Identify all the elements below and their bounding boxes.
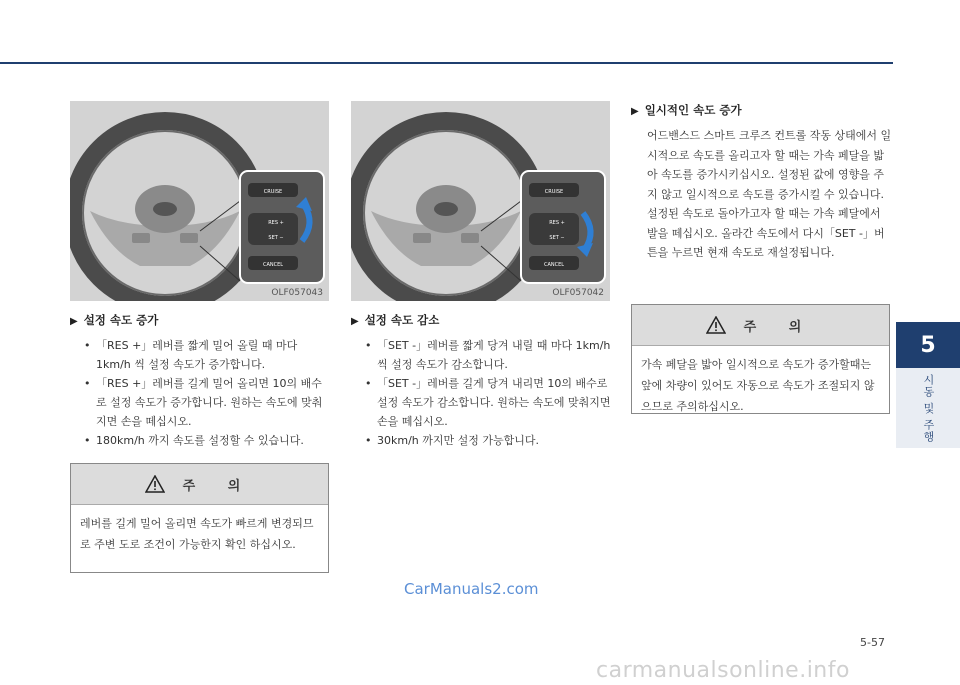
- steering-wheel-figure-set: [351, 101, 610, 301]
- list-item: • 「RES +」레버를 짧게 밀어 올릴 때 마다 1km/h 씩 설정 속도가 증가합니다.: [84, 336, 330, 374]
- caution-box-right: [631, 304, 890, 414]
- figure-label-cruise: CRUISE: [263, 189, 283, 195]
- caution-box-left: [70, 463, 329, 573]
- steering-wheel-illustration: [70, 101, 329, 301]
- chapter-tab-number: 5: [896, 322, 960, 368]
- chapter-tab-label-box: [896, 368, 960, 448]
- list-item: • 「SET -」레버를 길게 당겨 내리면 10의 배수로 설정 속도가 감소합니다. 원하는 속도에 맞춰지면 손을 떼십시오.: [365, 374, 613, 431]
- figure-label-res: RES +: [268, 220, 284, 226]
- chapter-tab-label: 시동 및 주행: [922, 373, 935, 443]
- temporary-speed-increase-section: [631, 102, 893, 263]
- figure-label-set: SET −: [268, 235, 284, 241]
- speed-increase-section: [70, 312, 330, 450]
- section-heading: [70, 312, 330, 328]
- section-heading-text: 설정 속도 감소: [364, 313, 440, 327]
- triangle-bullet-icon: ▶: [70, 316, 78, 327]
- warning-triangle-icon: [145, 475, 165, 493]
- list-item: • 30km/h 까지만 설정 가능합니다.: [365, 431, 613, 450]
- figure-label-cancel: CANCEL: [262, 262, 284, 268]
- list-item: • 「SET -」레버를 짧게 당겨 내릴 때 마다 1km/h 씩 설정 속도가 감소합니다.: [365, 336, 613, 374]
- section-heading-text: 일시적인 속도 증가: [644, 103, 742, 117]
- list-item: • 「RES +」레버를 길게 밀어 올리면 10의 배수로 설정 속도가 증가합니다. 원하는 속도에 맞춰지면 손을 떼십시오.: [84, 374, 330, 431]
- caution-title: 주 의: [743, 319, 816, 335]
- figure-code: OLF057042: [552, 288, 604, 298]
- caution-header: [71, 464, 328, 505]
- header-rule: [0, 62, 893, 64]
- page-number: 5-57: [860, 636, 885, 649]
- section-heading-text: 설정 속도 증가: [83, 313, 159, 327]
- figure-label-cruise: CRUISE: [544, 189, 564, 195]
- figure-label-res: RES +: [549, 220, 565, 226]
- triangle-bullet-icon: ▶: [351, 316, 359, 327]
- bullet-list: [70, 336, 330, 450]
- caution-header: [632, 305, 889, 346]
- caution-title: 주 의: [182, 478, 255, 494]
- triangle-bullet-icon: ▶: [631, 106, 639, 117]
- section-heading: [631, 102, 893, 118]
- paragraph: 어드밴스드 스마트 크루즈 컨트롤 작동 상태에서 일시적으로 속도를 올리고자 할 때는 가속 페달을 밟아 속도를 증가시키십시오. 설정된 값에 영향을 주지 않고 일시적으로 속도를 증가시킬 수 있습니다.: [647, 129, 892, 201]
- list-item: • 180km/h 까지 속도를 설정할 수 있습니다.: [84, 431, 330, 450]
- caution-text: 레버를 길게 밀어 올리면 속도가 빠르게 변경되므로 주변 도로 조건이 가능한지 확인 하십시오.: [80, 517, 314, 551]
- steering-wheel-figure-res: [70, 101, 329, 301]
- paragraph: 설정된 속도로 돌아가고자 할 때는 가속 페달에서 발을 떼십시오. 올라간 속도에서 다시「SET -」버튼을 누르면 현재 속도로 재설정됩니다.: [647, 207, 885, 259]
- steering-wheel-illustration: [351, 101, 610, 301]
- caution-text: 가속 페달을 밟아 일시적으로 속도가 증가할때는 앞에 차량이 있어도 자동으로 속도가 조절되지 않으므로 주의하십시오.: [641, 358, 875, 413]
- bullet-list: [351, 336, 613, 450]
- watermark-text: CarManuals2.com: [404, 580, 539, 598]
- speed-decrease-section: [351, 312, 613, 450]
- figure-label-cancel: CANCEL: [543, 262, 565, 268]
- section-heading: [351, 312, 613, 328]
- footer-watermark: carmanualsonline.info: [596, 658, 850, 683]
- figure-label-set: SET −: [549, 235, 565, 241]
- figure-code: OLF057043: [271, 288, 323, 298]
- warning-triangle-icon: [706, 316, 726, 334]
